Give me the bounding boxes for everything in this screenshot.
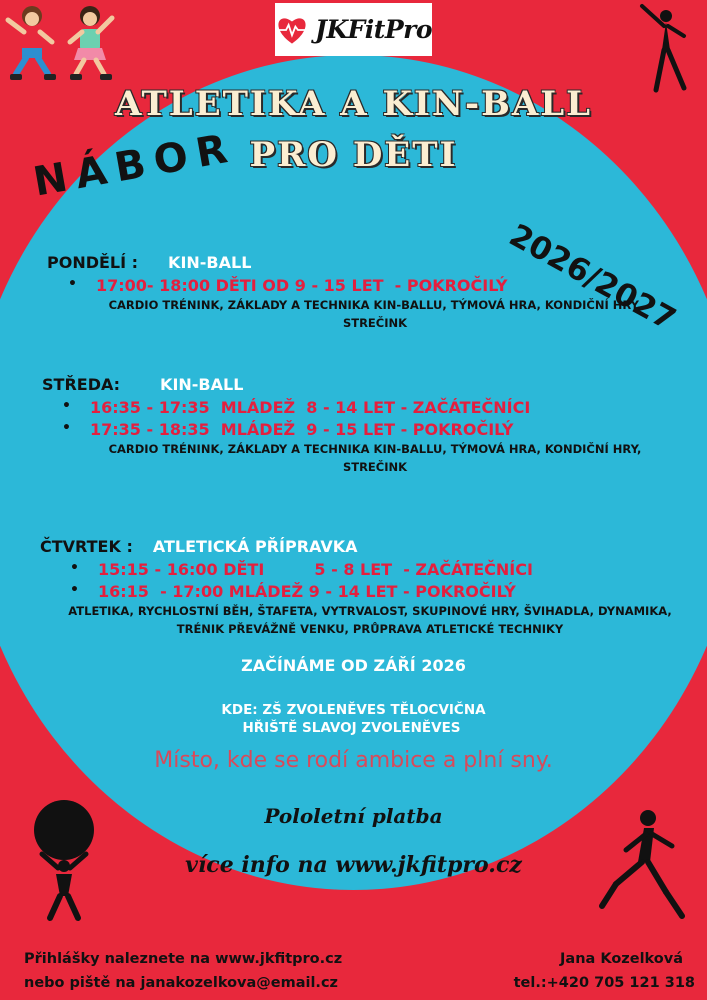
runner-silhouette-icon <box>596 806 688 922</box>
session-row: • 15:15 - 16:00 DĚTI 5 - 8 LET - ZAČÁTEČNÍCI <box>70 560 533 579</box>
heart-pulse-icon <box>275 12 309 48</box>
headline-line1: ATLETIKA A KIN-BALL <box>114 84 593 124</box>
contact-phone: tel.:+420 705 121 318 <box>513 975 695 991</box>
session-row: • 17:35 - 18:35 MLÁDEŽ 9 - 15 LET - POKROČILÝ <box>62 420 514 439</box>
session-row: • 17:00- 18:00 DĚTI OD 9 - 15 LET - POKROČILÝ <box>68 276 508 295</box>
footer-contact <box>514 947 695 995</box>
brand-name: JKFitPro <box>315 15 432 44</box>
schedule-thursday-heading <box>40 537 358 556</box>
contact-name: Jana Kozelková <box>560 951 683 967</box>
activity-label: KIN-BALL <box>160 375 244 394</box>
recruitment-label: NÁBOR <box>30 124 240 206</box>
day-label: ČTVRTEK : <box>40 537 133 556</box>
session-row: • 16:35 - 17:35 MLÁDEŽ 8 - 14 LET - ZAČÁTEČNÍCI <box>62 398 531 417</box>
schedule-monday-heading <box>47 253 251 272</box>
brand-logo <box>275 3 432 56</box>
location-line2: HŘIŠTĚ SLAVOJ ZVOLENĚVES <box>242 720 461 736</box>
session-description: CARDIO TRÉNINK, ZÁKLADY A TECHNIKA KIN-BALLU, TÝMOVÁ HRA, KONDIČNÍ HRY, STREČINK <box>108 442 642 474</box>
start-date: ZAČÍNÁME OD ZÁŘÍ 2026 <box>241 656 466 675</box>
session-row: • 16:15 - 17:00 MLÁDEŽ 9 - 14 LET - POKROČILÝ <box>70 582 516 601</box>
headline-line2: PRO DĚTI <box>249 135 458 175</box>
footer-line2: nebo piště na janakozelkova@email.cz <box>24 975 338 991</box>
atlas-ball-silhouette-icon <box>28 798 100 922</box>
payment-note: Pololetní platba <box>264 804 443 828</box>
schedule-wednesday-heading <box>42 375 243 394</box>
season-label: 2026/2027 <box>503 217 682 338</box>
day-label: PONDĚLÍ : <box>47 253 139 272</box>
more-info: více info na www.jkfitpro.cz <box>185 852 522 878</box>
kids-exercising-icon <box>4 2 116 84</box>
day-label: STŘEDA: <box>42 375 121 394</box>
slogan: Místo, kde se rodí ambice a plní sny. <box>154 748 553 773</box>
location-line1: KDE: ZŠ ZVOLENĚVES TĚLOCVIČNA <box>221 702 486 718</box>
session-description: CARDIO TRÉNINK, ZÁKLADY A TECHNIKA KIN-BALLU, TÝMOVÁ HRA, KONDIČNÍ HRY, STREČINK <box>108 298 642 330</box>
activity-label: ATLETICKÁ PŘÍPRAVKA <box>152 537 358 556</box>
footer-signup <box>24 947 342 995</box>
session-description: ATLETIKA, RYCHLOSTNÍ BĚH, ŠTAFETA, VYTRVALOST, SKUPINOVÉ HRY, ŠVIHADLA, DYNAMIKA, TRÉNIK PŘEVÁŽNĚ VENKU, PRŮPRAVA ATLETICKÉ TECHNIKY <box>68 604 672 636</box>
footer-line1: Přihlášky naleznete na www.jkfitpro.cz <box>24 951 343 967</box>
dancer-silhouette-icon <box>626 2 696 94</box>
activity-label: KIN-BALL <box>168 253 252 272</box>
location <box>0 701 707 737</box>
